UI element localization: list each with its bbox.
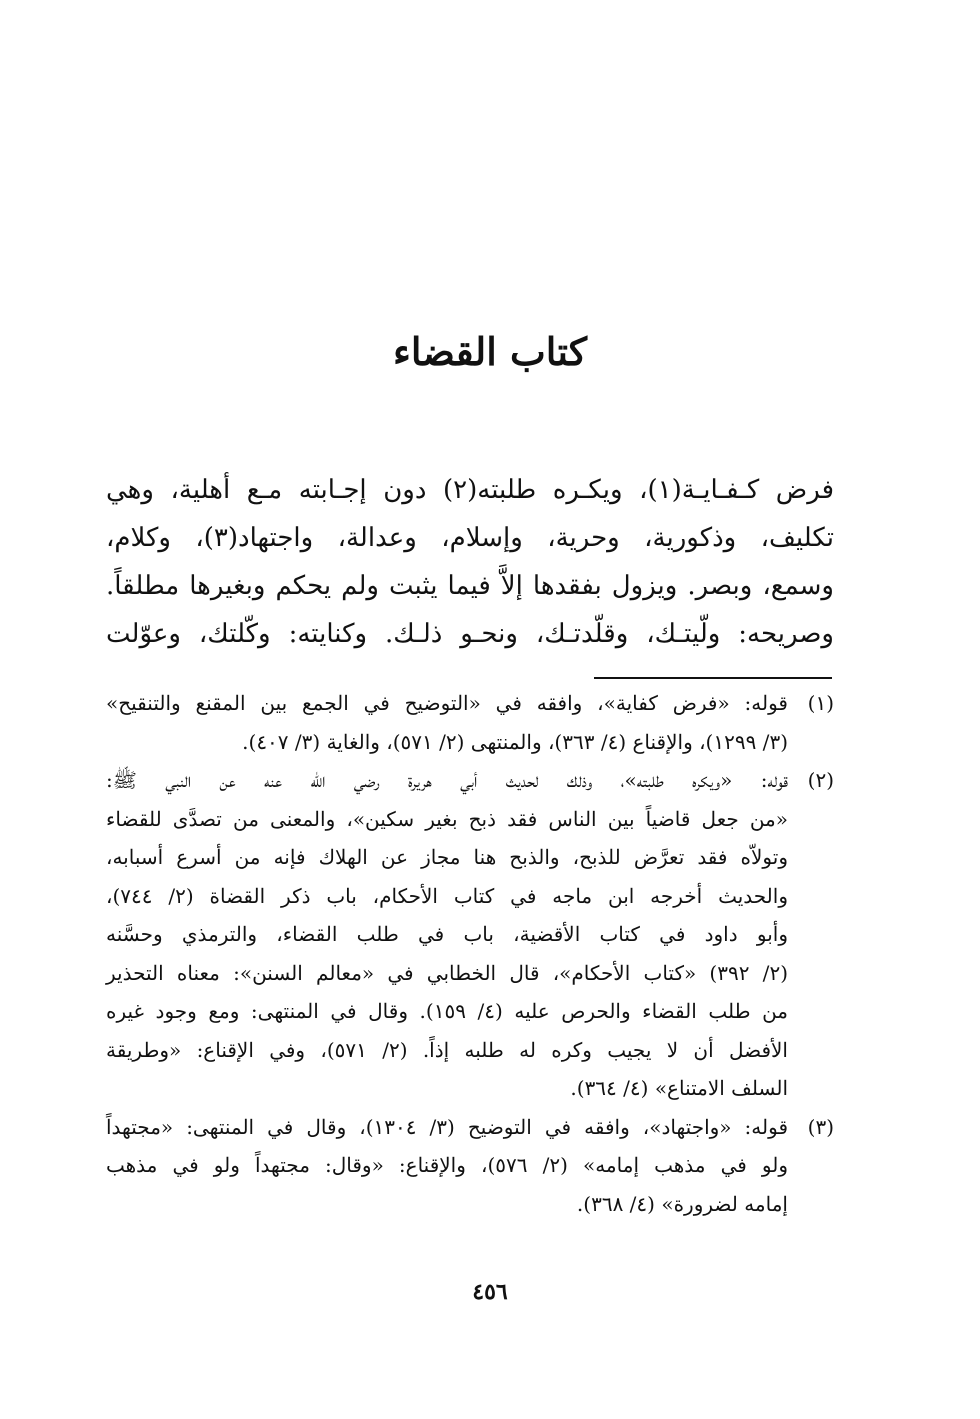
footnote-number: (٣) (807, 1114, 834, 1139)
page-number: ٤٥٦ (472, 1279, 508, 1305)
footnote-line: ولو في مذهب إمامه» (٢/ ٥٧٦)، والإقناع: «وقال: مجتهداً ولو في مذهب (106, 1153, 788, 1177)
footnote-line: وتولاّه فقد تعرَّض للذبح، والذبح هنا مجاز عن الهلاك فإنه من أسرع أسبابه، (106, 845, 788, 869)
footnote-line: من طلب القضاء والحرص عليه (٤/ ١٥٩). وقال في المنتهى: ومع وجود غيره (106, 999, 789, 1023)
main-text-line: تكليف، وذكورية، وحرية، وإسلام، وعدالة، واجتهاد(٣)، وكلام، (106, 523, 834, 553)
footnote-line: قوله: «واجتهاد»، وافقه في التوضيح (٣/ ١٣٠٤)، وقال في المنتهى: «مجتهداً (106, 1114, 789, 1139)
footnote-line: (٣/ ١٢٩٩)، والإقناع (٤/ ٣٦٣)، والمنتهى (٢/ ٥٧١)، والغاية (٣/ ٤٠٧). (242, 729, 788, 754)
footnote-1 (106, 684, 834, 761)
footnote-line: الأفضل أن لا يجيب وكره له طلبه إذاً. (٢/ ٥٧١)، وفي الإقناع: «وطريقة (106, 1037, 788, 1062)
footnote-line: قوله: «ويكره طلبته»، وذلك لحديث أبي هريرة رضي الله عنه عن النبي ﷺ: (106, 768, 788, 792)
footnote-number: (١) (807, 691, 834, 715)
chapter-title: كتاب القضاء (393, 329, 587, 374)
footnote-line: وأبو داود في كتاب الأقضية، باب في طلب القضاء، والترمذي وحسَّنه (106, 922, 788, 946)
footnote-line: قوله: «فرض كفاية»، وافقه في «التوضيح في الجمع بين المقنع والتنقيح» (106, 691, 788, 715)
footnotes (106, 684, 834, 1223)
main-text-line: وسمع، وبصر. ويزول بفقدها إلاَّ فيما يثبت ولم يحكم وبغيرها مطلقاً. (106, 571, 834, 601)
footnote-line: «من جعل قاضياً بين الناس فقد ذبح بغير سكين»، والمعنى من تصدَّى للقضاء (106, 806, 788, 831)
footnote-2 (106, 761, 834, 1108)
footnote-number: (٢) (807, 768, 834, 792)
footnote-line: والحديث أخرجه ابن ماجه في كتاب الأحكام، باب ذكر القضاة (٢/ ٧٤٤)، (106, 883, 788, 908)
main-text (106, 466, 834, 658)
main-text-line: وصريحه: ولّيتـك، وقلّدتـك، ونحـو ذلـك. وكنايته: وكّلتك، وعوّلت (106, 619, 834, 649)
footnote-line: (٢/ ٣٩٢) «كتاب الأحكام»، قال الخطابي في «معالم السنن»: معناه التحذير (106, 960, 788, 985)
footnote-separator (594, 677, 832, 679)
footnote-3 (106, 1108, 834, 1224)
footnote-line: إمامه لضرورة» (٤/ ٣٦٨). (576, 1191, 788, 1216)
main-text-line: فرض كـفـايـة(١)، ويكـره طلبته(٢) دون إجـابته مـع أهلية، وهي (106, 475, 834, 505)
footnote-line: السلف الامتناع» (٤/ ٣٦٤). (570, 1076, 788, 1100)
